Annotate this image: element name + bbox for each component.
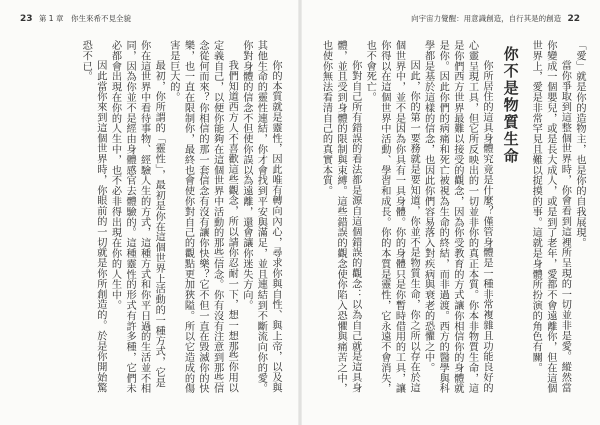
paragraph: 你對自己所有錯誤的看法都是源自這個錯誤的觀念：以為自己就是這具身體，並且受到身體的限制與束縛。這些錯誤的觀念使你陷入恐懼與痛苦之中，也使你無法看清自己的真實本質。	[320, 40, 361, 394]
section-heading: 你不是物質生命	[501, 46, 520, 165]
left-header	[16, 12, 131, 26]
right-header	[411, 12, 584, 26]
left-page-number: 23	[20, 14, 33, 24]
right-running-head: 向宇宙力覺醒：用意識創造，自行其是的創造	[411, 14, 562, 23]
right-page-number: 22	[567, 14, 580, 24]
paragraph: 最初，你所謂的「靈性」，最初是你在這個世界上活動的一種方式，它是你在這世界中看待事物、經驗人生的方式，這種方式和你平日過的生活並不相同，因為你並不是經由身體感官去體驗的。這種靈性的形式有許多種，它們未必都會出現在你的人生中，也不必非得出現在你的人生中。	[109, 40, 165, 394]
right-body-text	[316, 40, 586, 395]
left-running-head: 第 1 章 你生來希不見全貌	[38, 14, 131, 23]
paragraph: 當你爭取到這整個世界時，你會看到這裡所呈現的一切並非是愛。縱然當你變成一個嬰兒，或是長大成人，或是到了老年，愛都不會遠離你，但在這個世界上，愛是非常罕見且難以捉摸的事。這就是身體所扮演的角色有關。	[530, 40, 571, 394]
paragraph: 我們知道西方人不喜歡這些觀念，所以請你忍耐一下，想一想那些你用以定義自己，以便你能夠在這個世界中活動的那些信念。你有沒有注意到那些信念從何而來？你相信的那一套信念有沒有讓你快樂？它不但一直在毀滅你的快樂，也一直在限制你，最終也會使你對自己的觀點更加狹隘。所以它造成的傷害是巨大的。	[167, 40, 238, 394]
paragraph: 你的本質就是靈性，因此唯有轉向內心，尋求你與自性、與上帝，以及與其他生命的靈性連結，你才會找到平安與滿足，並且連結到不斷流向你的愛。你對身體的信念不但使你誤以為遠離，還會讓你迷失方向。	[240, 40, 281, 394]
right-page	[300, 0, 600, 425]
left-body-text	[24, 40, 282, 395]
paragraph: 因此，你的第一要務就是要知道，你並不是物質生命，你之所以存在於這個世界中，並不是因為你具有一具身體。你的身體只是你暫時借用的工具，讓你得以在這個世界中活動、學習和成長。你的本質是靈性，它永遠不會消失，也不會死亡。	[364, 40, 420, 394]
paragraph: 你所居住的這具身體究竟是什麼？僅管身體是一種非常複雜且功能良好的心靈呈現工具，但它所反映出的一切並非你的真正本質。你本非物質生命，這是你們西方世界最難以接受的觀念，因為你受教育的方式讓你相信你的身體就是你。因此你們的病痛和死亡被視為生命的終結，而非過渡。西方的醫學與科學都是基於這樣的信念，也因此你們容易落入對疾病與衰老的恐懼之中。	[422, 40, 493, 394]
paragraph: 「愛」就是你的造物主，也是你的自我展現。	[574, 40, 585, 248]
paragraph: 因此當你來到這個世界時，你眼前的一切就是你所創造的。於是你開始驚恐不已。	[80, 40, 106, 394]
